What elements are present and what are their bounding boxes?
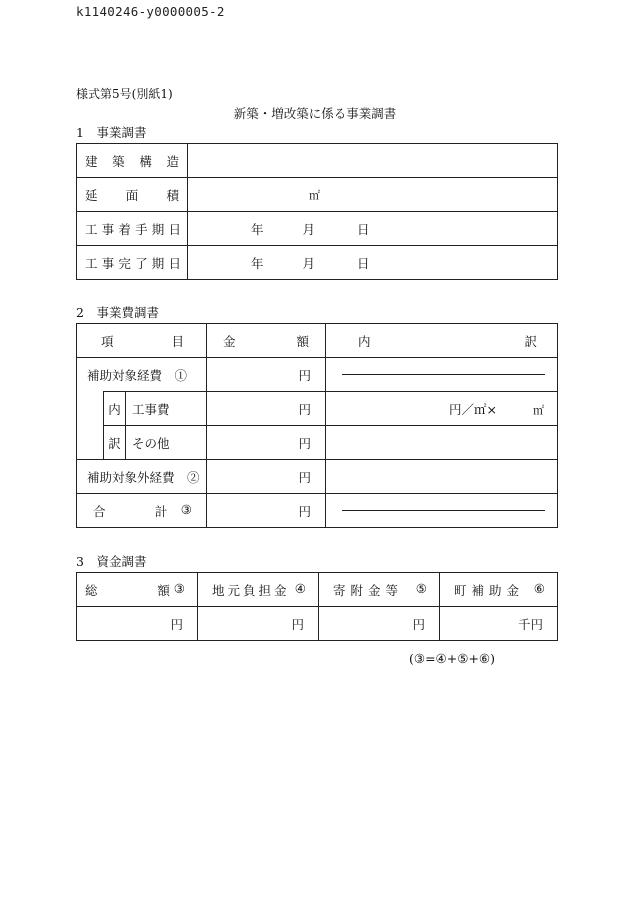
floor-area-value[interactable] xyxy=(188,178,558,212)
month-unit: 月 xyxy=(302,255,316,271)
funding-table xyxy=(76,572,558,641)
header-town-subsidy: 町補助金 ⑥ xyxy=(440,573,558,607)
label-structure: 建 築 構 造 xyxy=(85,153,179,169)
total-value[interactable]: 円 xyxy=(77,607,198,641)
table-row xyxy=(77,144,558,178)
year-unit: 年 xyxy=(251,255,264,271)
header-amount xyxy=(207,324,326,358)
local-burden-value[interactable]: 円 xyxy=(198,607,319,641)
construction-label: 工事費 xyxy=(126,392,207,426)
form-number: 様式第5号(別紙1) xyxy=(76,87,173,101)
indent-cell xyxy=(77,392,104,460)
month-unit: 月 xyxy=(302,221,316,237)
total-breakdown xyxy=(326,494,558,528)
table-row xyxy=(77,573,558,607)
construction-breakdown[interactable] xyxy=(326,392,558,426)
section2-heading: 2 事業費調書 xyxy=(76,305,159,320)
table-row xyxy=(77,178,558,212)
other-amount[interactable]: 円 xyxy=(207,426,326,460)
section3-heading: 3 資金調書 xyxy=(76,554,147,569)
label-start-date: 工 事 着 手 期 日 xyxy=(85,221,181,237)
non-target-label: 補助対象外経費 ② xyxy=(77,460,207,494)
header-item-a: 項 xyxy=(101,333,114,349)
strike-line xyxy=(342,374,545,375)
subsidy-target-amount[interactable]: 円 xyxy=(207,358,326,392)
construction-amount[interactable]: 円 xyxy=(207,392,326,426)
label-cell xyxy=(77,212,188,246)
document-id: k1140246-y0000005-2 xyxy=(76,4,225,19)
donations-value[interactable]: 円 xyxy=(319,607,440,641)
title-text: 新築・増改築に係る事業調書 xyxy=(233,106,397,121)
header-breakdown xyxy=(326,324,558,358)
day-unit: 日 xyxy=(357,221,370,237)
header-donations: 寄附金等 ⑤ xyxy=(319,573,440,607)
table-row xyxy=(77,460,558,494)
label-cell xyxy=(77,246,188,280)
sqm-unit: ㎡ xyxy=(532,403,544,417)
non-target-breakdown[interactable] xyxy=(326,460,558,494)
table-row xyxy=(77,392,558,426)
table-row xyxy=(77,494,558,528)
sqm-unit: ㎡ xyxy=(309,188,320,202)
subsidy-target-label: 補助対象経費 ① xyxy=(77,358,207,392)
breakdown-vertical-2: 訳 xyxy=(104,426,126,460)
table-row xyxy=(77,358,558,392)
header-local-burden: 地元負担金 ④ xyxy=(198,573,319,607)
total-amount[interactable]: 円 xyxy=(207,494,326,528)
expense-table xyxy=(76,323,558,528)
label-end-date: 工 事 完 了 期 日 xyxy=(85,255,181,271)
breakdown-vertical-1: 内 xyxy=(104,392,126,426)
label-cell xyxy=(77,178,188,212)
table-row xyxy=(77,246,558,280)
end-date-value[interactable] xyxy=(188,246,558,280)
strike-line xyxy=(342,510,545,511)
non-target-amount[interactable]: 円 xyxy=(207,460,326,494)
header-item-b: 目 xyxy=(171,333,184,349)
header-item xyxy=(77,324,207,358)
other-breakdown[interactable] xyxy=(326,426,558,460)
document-title xyxy=(0,104,630,122)
total-label: 合 計 ③ xyxy=(77,494,207,528)
subsidy-target-breakdown xyxy=(326,358,558,392)
header-breakdown-b: 訳 xyxy=(524,333,537,349)
business-table xyxy=(76,143,558,280)
unit-price-text: 円／㎡× xyxy=(449,401,497,417)
table-row xyxy=(77,212,558,246)
day-unit: 日 xyxy=(357,255,370,271)
label-cell xyxy=(77,144,188,178)
formula-note: (③=④+⑤+⑥) xyxy=(409,651,495,666)
header-breakdown-a: 内 xyxy=(358,333,371,349)
other-label: その他 xyxy=(126,426,207,460)
header-amount-b: 額 xyxy=(296,333,309,349)
start-date-value[interactable] xyxy=(188,212,558,246)
structure-value[interactable] xyxy=(188,144,558,178)
header-amount-a: 金 xyxy=(223,333,236,349)
section1-heading: 1 事業調書 xyxy=(76,125,147,140)
header-total: 総 額 ③ xyxy=(77,573,198,607)
town-subsidy-value[interactable]: 千円 xyxy=(440,607,558,641)
table-row xyxy=(77,607,558,641)
table-row xyxy=(77,426,558,460)
year-unit: 年 xyxy=(251,221,264,237)
label-floor-area: 延 面 積 xyxy=(85,187,179,203)
table-row xyxy=(77,324,558,358)
